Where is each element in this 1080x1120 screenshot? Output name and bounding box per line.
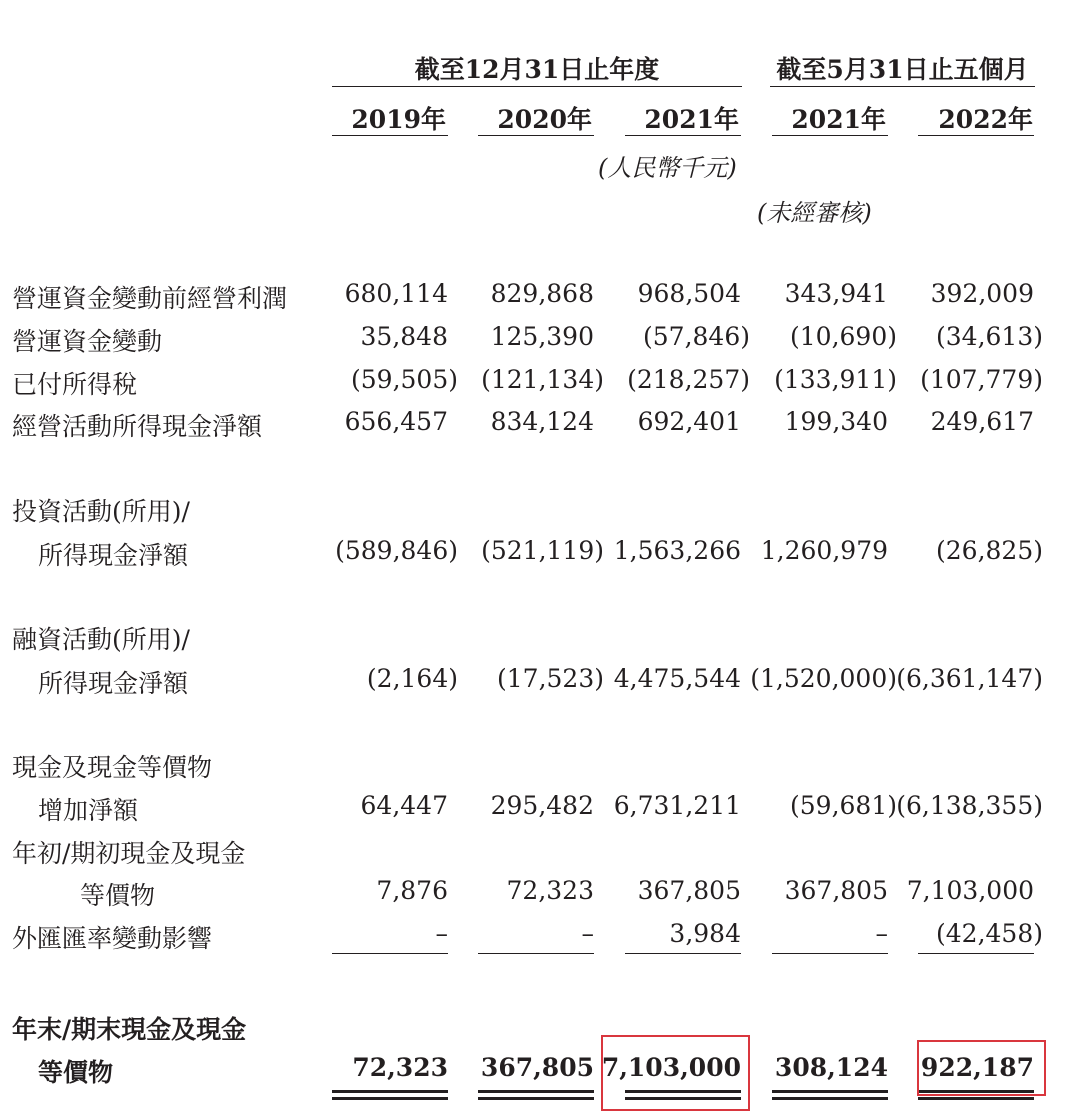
table-cell: 1,563,266 [613,536,741,565]
table-cell: 968,504 [637,279,741,308]
row-label-continued: 增加淨額 [38,796,139,825]
subtotal-rule-2 [478,953,594,954]
year-underline-4 [772,135,888,136]
total-double-rule-4 [772,1090,888,1100]
table-cell: 922,187 [920,1053,1034,1082]
highlight-box [917,1040,1046,1096]
row-label: 年初/期初現金及現金 [12,839,246,868]
row-label-continued: 等價物 [38,1058,114,1087]
subtotal-rule-1 [332,953,448,954]
total-double-rule-2 [478,1090,594,1100]
table-cell: (521,119) [481,536,604,565]
table-cell: (42,458) [936,919,1043,948]
table-cell: 829,868 [490,279,594,308]
table-cell: 656,457 [344,407,448,436]
highlight-box [601,1035,750,1111]
table-cell: 7,876 [376,876,448,905]
subtotal-rule-3 [625,953,741,954]
group-underline-1 [332,86,742,87]
table-cell: 72,323 [352,1053,448,1082]
year-header-1: 2019年 [351,105,446,134]
table-cell: (107,779) [920,365,1043,394]
table-cell: 308,124 [774,1053,888,1082]
table-cell: 1,260,979 [760,536,888,565]
table-cell: (34,613) [936,322,1043,351]
table-cell: (6,361,147) [896,664,1043,693]
table-cell: 199,340 [784,407,888,436]
unit-label: (人民幣千元) [598,154,737,182]
table-cell: 295,482 [490,791,594,820]
table-cell: 7,103,000 [906,876,1034,905]
table-cell: – [581,919,594,948]
table-cell: 367,805 [480,1053,594,1082]
group-underline-2 [770,86,1035,87]
row-label: 現金及現金等價物 [12,753,213,782]
table-cell: 125,390 [490,322,594,351]
table-cell: 72,323 [506,876,594,905]
table-cell: (133,911) [774,365,897,394]
table-cell: 4,475,544 [613,664,741,693]
table-cell: 6,731,211 [613,791,741,820]
year-header-2: 2020年 [497,105,592,134]
table-cell: 680,114 [344,279,448,308]
total-double-rule-1 [332,1090,448,1100]
unaudited-label: (未經審核) [757,199,872,227]
row-label: 年末/期末現金及現金 [12,1015,247,1044]
table-cell: (2,164) [366,664,458,693]
table-cell: (59,681) [790,791,897,820]
year-header-5: 2022年 [938,105,1033,134]
table-cell: (57,846) [643,322,750,351]
row-label: 投資活動(所用)/ [12,497,190,526]
table-cell: 7,103,000 [601,1053,741,1082]
row-label: 營運資金變動 [12,327,163,356]
table-cell: (17,523) [497,664,604,693]
table-cell: (589,846) [335,536,458,565]
group-header-year: 截至12月31日止年度 [414,55,660,84]
table-cell: (10,690) [790,322,897,351]
year-underline-3 [625,135,741,136]
row-label-continued: 所得現金淨額 [38,669,189,698]
row-label: 已付所得稅 [12,370,138,399]
table-cell: 367,805 [637,876,741,905]
table-cell: 367,805 [784,876,888,905]
table-cell: (121,134) [481,365,604,394]
table-cell: (218,257) [627,365,750,394]
table-cell: (59,505) [351,365,458,394]
table-cell: 35,848 [360,322,448,351]
table-cell: – [875,919,888,948]
subtotal-rule-5 [918,953,1034,954]
group-header-five-months: 截至5月31日止五個月 [776,55,1029,84]
row-label: 融資活動(所用)/ [12,625,190,654]
table-cell: 834,124 [490,407,594,436]
table-cell: 249,617 [930,407,1034,436]
year-underline-5 [918,135,1034,136]
subtotal-rule-4 [772,953,888,954]
table-cell: (6,138,355) [896,791,1043,820]
row-label-continued: 等價物 [80,881,156,910]
table-cell: 3,984 [669,919,741,948]
table-cell: 392,009 [930,279,1034,308]
table-cell: 692,401 [637,407,741,436]
year-header-3: 2021年 [644,105,739,134]
year-underline-2 [478,135,594,136]
table-cell: 64,447 [360,791,448,820]
year-header-4: 2021年 [791,105,886,134]
row-label: 經營活動所得現金淨額 [12,412,263,441]
row-label: 營運資金變動前經營利潤 [12,284,288,313]
row-label-continued: 所得現金淨額 [38,541,189,570]
table-cell: (1,520,000) [750,664,897,693]
year-underline-1 [332,135,448,136]
table-cell: 343,941 [784,279,888,308]
row-label: 外匯匯率變動影響 [12,924,213,953]
table-cell: – [435,919,448,948]
table-cell: (26,825) [936,536,1043,565]
